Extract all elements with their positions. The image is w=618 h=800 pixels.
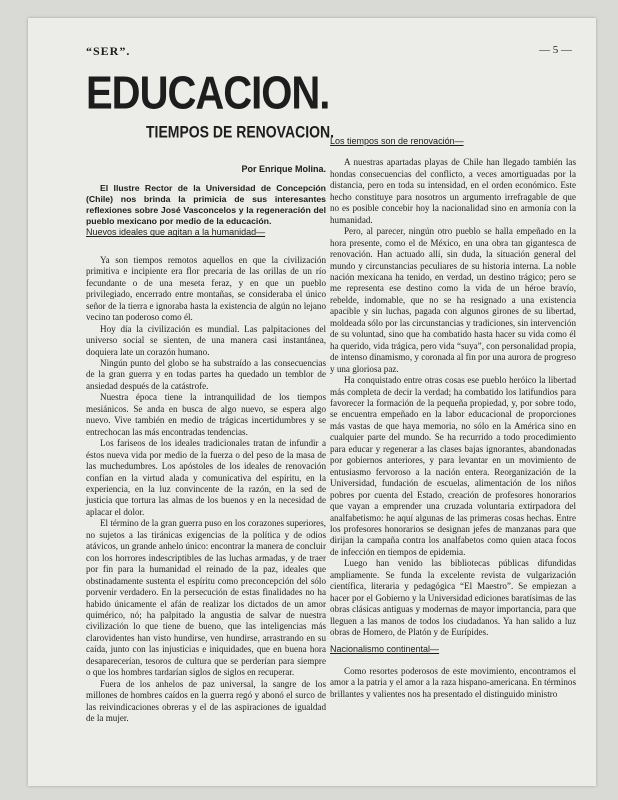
left-column xyxy=(86,164,326,724)
paragraph: Ya son tiempos remotos aquellos en que la civilización primitiva e incipiente era flor precaria de las orillas de un río fecundante o de una meseta feraz, y en que un pueblo privilegiado, encerrado entre montañas, se consideraba el único señor de la tierra e ignoraba hasta la existencia de algún no lejano vecino tan poderoso como él. xyxy=(86,254,326,323)
paragraph: A nuestras apartadas playas de Chile han llegado también las hondas consecuencias del conflicto, a veces amortiguadas por la distancia, pero en toda su intensidad, en el orden económico. Este hecho constituye para nosotros un argumento irrefragable de que no es posible concebir hoy la nacionalidad sino en armonía con la humanidad. xyxy=(330,157,576,225)
paragraph: Los fariseos de los ideales tradicionales tratan de infundir a éstos nueva vida por medio de la fuerza o del peso de la masa de las muchedumbres. Los apóstoles de los ideales de renovación confían en la virtud alada y comunicativa del espíritu, en la experiencia, en la luz convincente de la razón, en la sed de justicia que tortura las almas de los buenos y en la necesidad de aplacar el dolor. xyxy=(86,438,326,517)
lead-paragraph: El Ilustre Rector de la Universidad de Concepción (Chile) nos brinda la primicia de sus interesantes reflexiones sobre José Vasconcelos y la regeneración del pueblo mexicano por medio de la educación. xyxy=(86,183,326,227)
paragraph: Pero, al parecer, ningún otro pueblo se halla empeñado en la hora presente, como el de México, en una obra tan gigantesca de renovación. Han actuado allí, sin duda, la situación general del mundo y circunstancias peculiares de su historia interna. La noble nación mexicana ha tenido, en verdad, un destino trágico; pero se me representa ese destino como la vida de un héroe bravío, rebelde, indomable, que no se ha resignado a una existencia apacible y sin luchas, pagada con algunos girones de su libertad, moldeada sólo por las circunstancias y tradiciones, sin intervención de su voluntad, sino que ha combatido hasta hacer su vida como él ha querido, vida trágica, pero vida “suya”, con personalidad propia, de intenso dinamismo, y coronada al fin por una aurora de progreso y una gloriosa paz. xyxy=(330,226,576,374)
section-heading-nacionalismo: Nacionalismo continental— xyxy=(330,644,440,655)
author-byline: Por Enrique Molina. xyxy=(241,164,326,174)
paragraph: Como resortes poderosos de este movimiento, encontramos el amor a la patria y el amor a la raza hispano-americana. En términos brillantes y valientes nos ha presentado el distinguido ministro xyxy=(330,665,576,699)
document-page xyxy=(28,18,596,786)
page-number: — 5 — xyxy=(539,44,572,56)
article-subtitle: TIEMPOS DE RENOVACION. xyxy=(146,122,334,142)
right-column xyxy=(330,136,576,700)
paragraph: Ningún punto del globo se ha substraído a las consecuencias de la gran guerra y en todas partes ha quedado un temblor de ansiedad después de la catástrofe. xyxy=(86,357,326,391)
paragraph: Luego han venido las bibliotecas públicas difundidas ampliamente. Se funda la excelente revista de vulgarización científica, literaria y pedagógica “El Maestro”. Se empiezan a hacer por el Gobierno y la Universidad ediciones baratísimas de las obras clásicas antiguas y modernas de mayor importancia, para que lleguen a las manos de todos los ciudadanos. Ya han salido a luz obras de Homero, de Platón y de Eurípides. xyxy=(330,558,576,638)
paragraph: Hoy día la civilización es mundial. Las palpitaciones del universo social se sienten, de una manera casi instantánea, doquiera late un corazón humano. xyxy=(86,323,326,357)
article-title: EDUCACION. xyxy=(86,68,330,119)
section-heading-nuevos-ideales: Nuevos ideales que agitan a la humanidad— xyxy=(86,227,266,238)
paragraph: El término de la gran guerra puso en los corazones superiores, no sujetos a las tiránicas exigencias de la política y de odios atávicos, un grande anhelo único: encontrar la manera de concluir con los horrores indescriptibles de las luchas armadas, y de traer por fin para la humanidad el reinado de la paz, ideales que obstinadamente sustenta el espíritu como preconcepción del sólo porvenir verdadero. En la persecución de estas finalidades no ha habido únicamente el afán de realizar los dictados de un amor quimérico, nó; ha palpitado la angustia de salvar de nuestra civilización lo que tiene de bueno, que las inteligencias más clarovidentes han visto hundirse, ven hundirse, arrastrando en su caída, junto con las injusticias e iniquidades, que en buena hora desaparecerían, tesoros de cultura que se perderían para siempre o que los hombres tardarían siglos de siglos en recuperar. xyxy=(86,518,327,678)
section-heading-tiempos-renovacion: Los tiempos son de renovación— xyxy=(330,136,464,146)
paragraph: Ha conquistado entre otras cosas ese pueblo heróico la libertad más completa de decir la verdad; ha combatido los latifundios para favorecer la formación de la pequeña propiedad, y, por sobre todo, se encuentra empeñado en la labor educacional de proporciones más vastas de que haya memoria, no sólo en la América sino en cualquier parte del mundo. Se ha recurrido a todo procedimiento para educar y regenerar a las clases bajas ignorantes, abandonadas por gobiernos anteriores, y para levantar en un movimiento de entusiasmo fervoroso a la nación entera. Reorganización de la Universidad, fundación de escuelas, alimentación de los niños pobres por cuenta del Estado, creación de profesores honorarios que vayan a emprender una cruzada voluntaria extirpadora del analfabetismo: he aquí algunas de las primeras cosas hechas. Entre los profesores honorarios se designan jefes de manzanas para que dirijan la campaña contra los analfabetos como quien ataca focos de infección en tiempos de epidemia. xyxy=(330,375,576,557)
paragraph: Fuera de los anhelos de paz universal, la sangre de los millones de hombres caídos en la guerra regó y abonó el surco de las reivindicaciones obreras y el de las aspiraciones de igualdad de la mujer. xyxy=(86,678,326,724)
paragraph: Nuestra época tiene la intranquilidad de los tiempos mesiánicos. Se anda en busca de algo nuevo, se espera algo nuevo. Vive también en medio de trágicas incertidumbres y se entrechocan las más encontradas tendencias. xyxy=(86,392,326,437)
publication-name: “SER”. xyxy=(86,44,131,58)
